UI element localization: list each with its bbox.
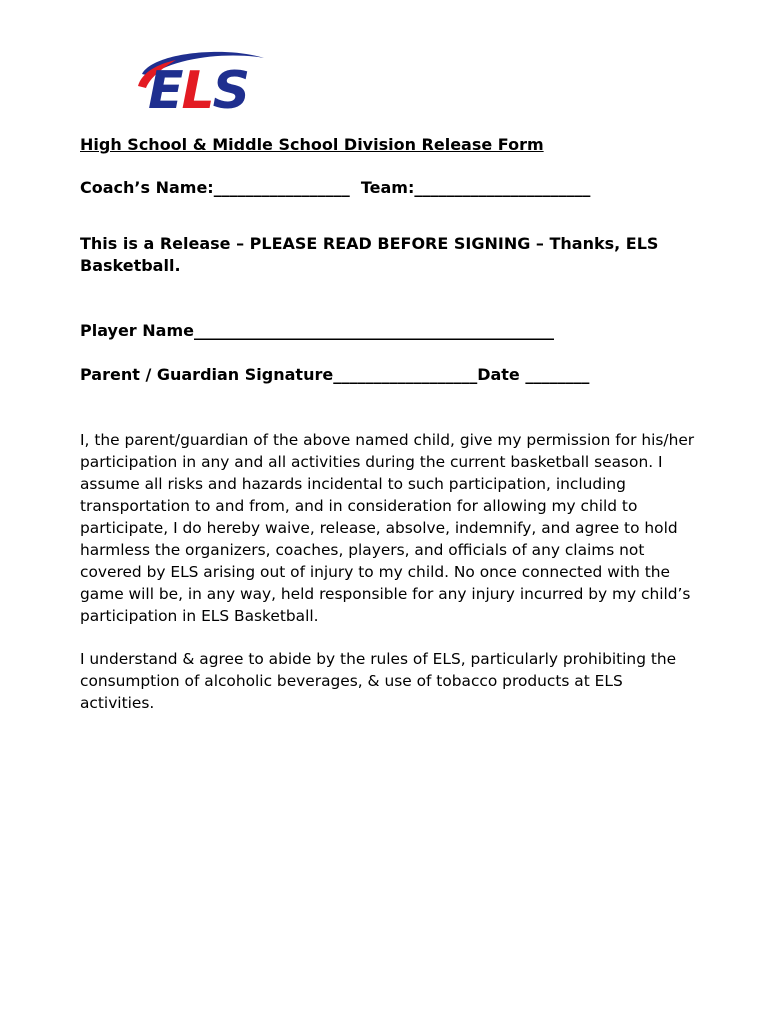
logo-letter-l: L [181, 61, 213, 114]
logo-letter-e: E [148, 61, 182, 114]
release-notice: This is a Release – PLEASE READ BEFORE SIGNING – Thanks, ELS Basketball. [80, 234, 659, 275]
parent-signature-line: Parent / Guardian Signature__________________Date ________ [80, 365, 590, 384]
rules-paragraph: I understand & agree to abide by the rules of ELS, particularly prohibiting the consumption of alcoholic beverages, & use of tobacco products at ELS activities. [80, 650, 677, 712]
logo-letter-s: S [212, 61, 249, 114]
waiver-paragraph: I, the parent/guardian of the above named child, give my permission for his/her participation in any and all activities during the current basketball season. I assume all risks and hazards incidental to such participation, including transportation to and from, and in consideration for allowing my child to participate, I do hereby waive, release, absolve, indemnify, and agree to hold harmless the organizers, coaches, players, and officials of any claims not covered by ELS arising out of injury to my child. No once connected with the game will be, in any way, held responsible for any injury incurred by my child’s participation in ELS Basketball. [80, 431, 695, 625]
coach-team-line: Coach’s Name:_________________ Team:______________________ [80, 178, 591, 197]
player-name-line: Player Name_____________________________________________ [80, 321, 554, 340]
form-title: High School & Middle School Division Release Form [80, 135, 544, 154]
logo-text [148, 61, 248, 114]
els-logo [136, 48, 276, 114]
